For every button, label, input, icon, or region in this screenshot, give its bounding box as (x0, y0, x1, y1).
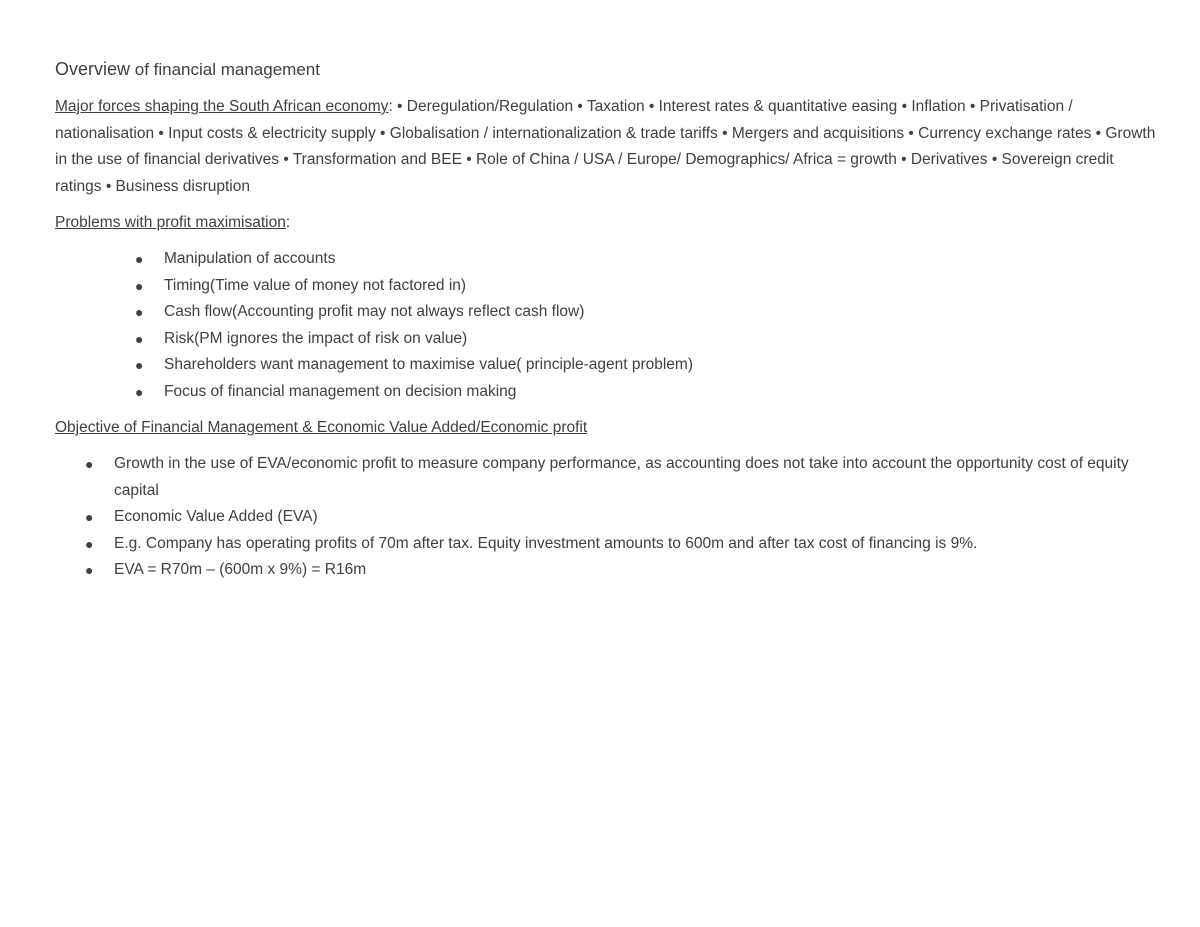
list-item (55, 299, 1160, 326)
problems-heading-line (55, 210, 1160, 236)
list-item-text: Manipulation of accounts (164, 250, 336, 267)
page-title (55, 57, 1160, 82)
list-item-text: EVA = R70m – (600m x 9%) = R16m (114, 561, 367, 578)
list-item-text: Shareholders want management to maximise value( principle-agent problem) (164, 356, 693, 373)
list-item-text: Economic Value Added (EVA) (114, 508, 318, 525)
bullet-icon: ● (135, 383, 144, 400)
list-item-text: Focus of financial management on decision making (164, 382, 517, 400)
list-item (55, 326, 1160, 353)
list-item-text: Growth in the use of EVA/economic profit to measure company performance, as accounting does not take into account the opportunity cost of equity capital (114, 455, 1129, 499)
problems-list (55, 246, 1160, 405)
forces-text: : • Deregulation/Regulation • Taxation • Interest rates & quantitative easing • Inflation • Privatisation / nationalisation • Input costs & electricity supply • Globalisation / internationalization & trade tariffs • Mergers and acquisitions • Currency exchange rates • Growth in the use of financial derivatives • Transformation and BEE • Role of China / USA / Europe/ Demographics/ Africa = growth • Derivatives • Sovereign credit ratings • Business disruption (55, 98, 1156, 195)
bullet-icon: ● (85, 509, 94, 525)
list-item-text: Timing(Time value of money not factored in) (164, 276, 467, 294)
list-item (55, 379, 1160, 406)
list-item (55, 451, 1160, 504)
bullet-icon: ● (135, 330, 144, 347)
list-item (55, 504, 1160, 531)
list-item (55, 531, 1160, 558)
forces-paragraph (55, 94, 1160, 200)
list-item-text: Cash flow(Accounting profit may not always reflect cash flow) (164, 303, 585, 320)
objective-list (55, 451, 1160, 584)
list-item-text: E.g. Company has operating profits of 70m after tax. Equity investment amounts to 600m and after tax cost of financing is 9%. (114, 534, 978, 552)
list-item (55, 246, 1160, 273)
bullet-icon: ● (85, 562, 94, 578)
bullet-icon: ● (85, 456, 94, 472)
objective-heading: Objective of Financial Management & Economic Value Added/Economic profit (55, 419, 588, 436)
objective-heading-line (55, 415, 1160, 441)
list-item (55, 352, 1160, 379)
document-content (55, 57, 1160, 584)
list-item (55, 273, 1160, 300)
bullet-icon: ● (135, 277, 144, 294)
forces-heading: Major forces shaping the South African economy (55, 98, 389, 115)
title-rest: of financial management (130, 60, 320, 79)
title-first-word: Overview (55, 59, 131, 79)
bullet-icon: ● (85, 535, 94, 552)
problems-heading-colon: : (285, 214, 291, 231)
problems-heading: Problems with profit maximisation (55, 214, 286, 231)
bullet-icon: ● (135, 357, 144, 373)
bullet-icon: ● (135, 304, 144, 320)
list-item-text: Risk(PM ignores the impact of risk on value) (164, 329, 468, 347)
bullet-icon: ● (135, 251, 144, 267)
list-item (55, 557, 1160, 584)
